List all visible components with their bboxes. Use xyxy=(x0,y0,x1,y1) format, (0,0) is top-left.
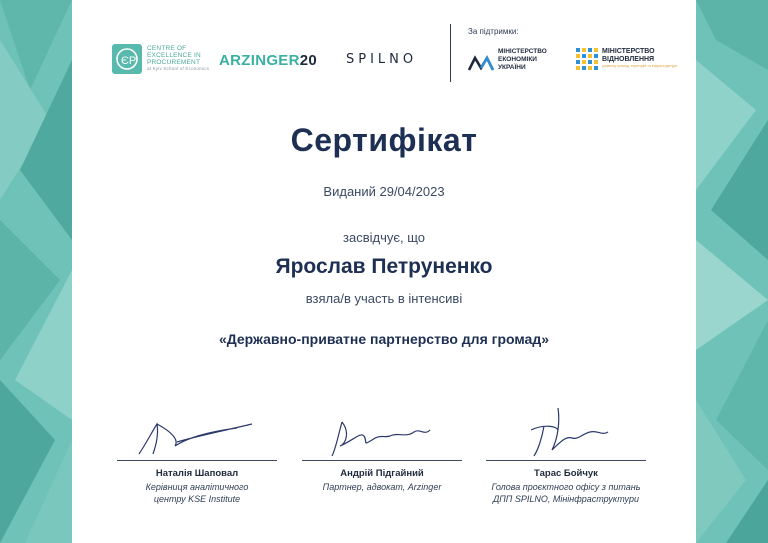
mineco-line-3: УКРАЇНИ xyxy=(498,64,526,71)
cep-logo xyxy=(112,44,232,78)
arzinger-logo xyxy=(219,52,317,69)
cep-line-2: EXCELLENCE IN xyxy=(147,52,201,59)
ministry-economy-mark-icon xyxy=(468,54,494,72)
signature-3-line xyxy=(486,460,646,461)
recipient-name: Ярослав Петруненко xyxy=(275,255,493,278)
mineco-line-2: ЕКОНОМІКИ xyxy=(498,56,537,63)
certificate-title: Сертифікат xyxy=(290,122,478,158)
spilno-logo: SPILNO xyxy=(346,52,418,67)
signatory-2-role-line-1: Партнер, адвокат, Arzinger xyxy=(322,482,442,492)
signatory-3-role xyxy=(486,482,646,505)
cep-line-1: CENTRE OF xyxy=(147,45,187,52)
mineco-line-1: МІНІСТЕРСТВО xyxy=(498,48,547,55)
issued-date: Виданий 29/04/2023 xyxy=(323,184,445,199)
signature-block-2 xyxy=(302,402,462,512)
signature-block-1 xyxy=(117,402,277,512)
cep-line-3: PROCUREMENT xyxy=(147,59,201,66)
signatory-2-name: Андрій Підгайний xyxy=(340,468,424,479)
signatory-1-name: Наталія Шаповал xyxy=(155,468,239,479)
participation-text: взяла/в участь в інтенсиві xyxy=(305,291,463,306)
minrec-line-2: ВІДНОВЛЕННЯ xyxy=(602,56,655,63)
course-title: «Державно-приватне партнерство для громад» xyxy=(218,331,550,347)
signatory-3-role-line-2: ДПП SPILNO, Мінінфраструктури xyxy=(492,493,640,504)
cep-text xyxy=(147,45,209,72)
signature-1-line xyxy=(117,460,277,461)
signature-2-line xyxy=(302,460,462,461)
ministry-economy-logo xyxy=(468,48,568,78)
signature-2-image xyxy=(302,402,462,462)
signatory-1-role-line-2: центру KSE Institute xyxy=(153,493,241,504)
signatory-1-role xyxy=(117,482,277,505)
signature-1-image xyxy=(117,402,277,462)
logo-divider xyxy=(450,24,451,82)
left-decorative-band xyxy=(0,0,72,543)
certificate-sheet xyxy=(72,0,696,543)
ministry-restoration-grid-icon xyxy=(576,48,598,72)
signature-block-3 xyxy=(486,402,646,512)
arzinger-word: ARZINGER xyxy=(219,52,300,69)
minrec-line-1: МІНІСТЕРСТВО xyxy=(602,48,655,55)
right-decorative-band xyxy=(696,0,768,543)
certifies-text: засвідчує, що xyxy=(343,230,425,245)
signatory-3-name: Тарас Бойчук xyxy=(534,468,598,479)
signature-3-image xyxy=(486,402,646,462)
signatory-3-role-line-1: Голова проєктного офісу з питань xyxy=(491,482,641,492)
svg-text:ЄP: ЄP xyxy=(121,55,137,67)
signatory-1-role-line-1: Керівниця аналітичного xyxy=(145,482,249,492)
minrec-tiny: розвитку громад, територій та інфраструктури xyxy=(602,64,678,68)
support-label: За підтримки: xyxy=(468,27,519,36)
ministry-restoration-logo xyxy=(576,48,696,78)
signatory-2-role xyxy=(302,482,462,494)
arzinger-number: 20 xyxy=(299,52,318,69)
cep-sub: at Kyiv School of Economics xyxy=(147,66,210,71)
cep-mark-icon xyxy=(112,44,142,74)
